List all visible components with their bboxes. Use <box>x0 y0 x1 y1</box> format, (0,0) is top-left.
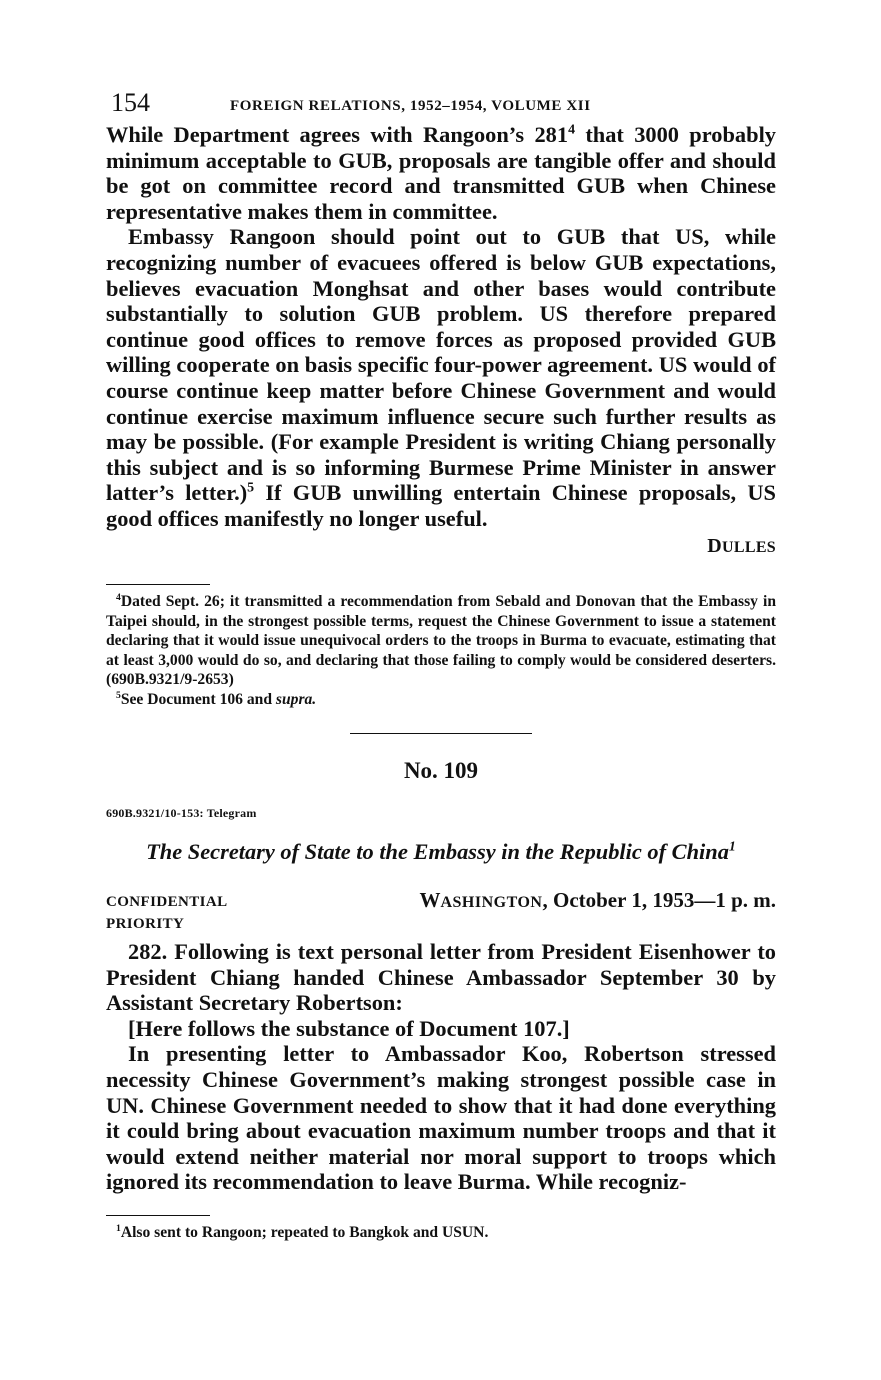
paragraph: [Here follows the substance of Document 107.] <box>128 1015 570 1041</box>
section-separator <box>350 733 532 734</box>
footnote-rule <box>106 584 210 585</box>
file-number: 690B.9321/10-153: Telegram <box>106 806 257 821</box>
document-page <box>106 88 776 1243</box>
page-number: 154 <box>111 88 150 117</box>
document-109-body <box>106 939 776 1195</box>
dateline: WASHINGTON, October 1, 1953—1 p. m. <box>419 888 776 913</box>
precedence: PRIORITY <box>106 916 185 933</box>
footnote-4: $^4$Dated Sept. 26; it transmitted a recommendation from Sebald and Donovan that the Embassy in Taipei should, in the strongest possible terms, request the Chinese Government to issue a statement declaring that it would issue unequivocal orders to the troops in Burma to evacuate, estimating that at least 3,000 would do so, and declaring that those failing to comply would be considered deserters. (690B.9321/9-2653) <box>106 591 776 689</box>
footnote-1: $^1$Also sent to Rangoon; repeated to Bangkok and USUN. <box>116 1222 489 1242</box>
paragraph: While Department agrees with Rangoon’s $281^4$ that 3000 probably minimum acceptable to GUB, proposals are tangible offer and should be got on committee record and transmitted GUB when Chinese representative makes them in committee. <box>106 122 776 224</box>
signature: DULLES <box>707 534 776 557</box>
classification-line <box>106 888 776 934</box>
paragraph: In presenting letter to Ambassador Koo, Robertson stressed necessity Chinese Government’s making strongest possible case in UN. Chinese Government needed to show that it had done everything it could bring about evacuation maximum number troops and that it would extend neither material nor moral support to troops which ignored its recommendation to leave Burma. While recogniz- <box>106 1041 776 1195</box>
footnotes-block <box>106 1223 776 1243</box>
document-title: The Secretary of State to the Embassy in the Republic of China$^1$ <box>146 839 736 865</box>
classification: CONFIDENTIAL <box>106 894 228 911</box>
footnote-rule <box>106 1215 210 1216</box>
footnote-ref: 5 <box>247 480 255 496</box>
running-head: FOREIGN RELATIONS, 1952–1954, VOLUME XII <box>230 98 591 114</box>
paragraph: 282. Following is text personal letter from President Eisenhower to President Chiang handed Chinese Ambassador September 30 by Assistant Secretary Robertson: <box>106 939 776 1016</box>
footnote-ref: 4 <box>568 122 575 138</box>
paragraph: Embassy Rangoon should point out to GUB that US, while recognizing number of evacuees offered is below GUB expectations, believes evacuation Monghsat and other bases would contribute substantially to solution GUB problem. US therefore prepared continue good offices to remove forces as proposed provided GUB willing cooperate on basis specific four-power agreement. US would of course continue keep matter before Chinese Government and would continue exercise maximum influence secure such further results as may be possible. (For example President is writing Chiang personally this subject and is so informing Burmese Prime Minister in answer latter’s letter.)$^5$ If GUB unwilling entertain Chinese proposals, US good offices manifestly no longer useful. <box>106 224 776 531</box>
document-number: No. 109 <box>403 758 479 784</box>
page-header <box>106 88 776 122</box>
footnotes-block <box>106 592 776 709</box>
document-108-continuation <box>106 122 776 560</box>
footnote-ref: 1 <box>728 839 736 855</box>
footnote-5: $^5$See Document 106 and supra. <box>116 689 317 708</box>
